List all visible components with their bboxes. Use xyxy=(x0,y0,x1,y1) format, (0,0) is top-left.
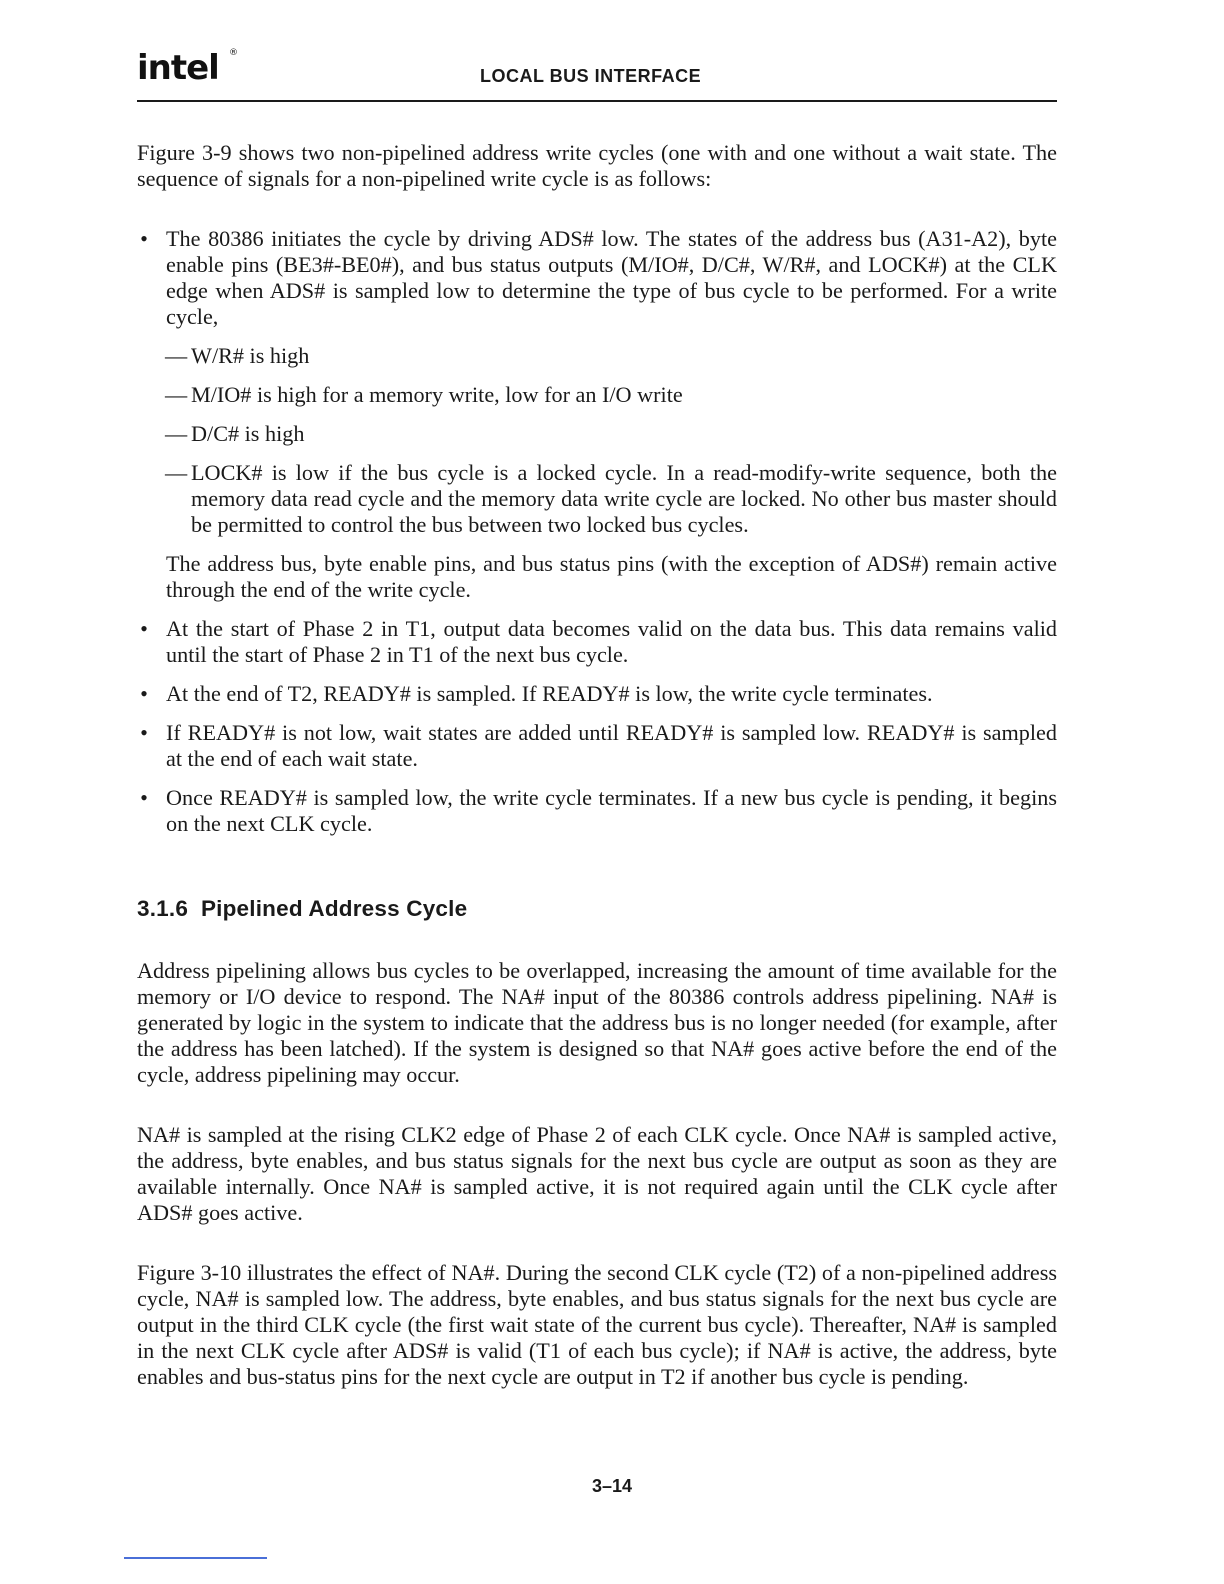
dash-icon: — xyxy=(165,460,188,485)
dash-item-4 xyxy=(137,460,1057,538)
dash-text-2: M/IO# is high for a memory write, low for an I/O write xyxy=(191,382,683,407)
bullet-text-2: At the start of Phase 2 in T1, output data becomes valid on the data bus. This data remains valid until the start of Phase 2 in T1 of the next bus cycle. xyxy=(166,616,1057,667)
intel-logo: intel xyxy=(137,48,219,88)
dash-icon: — xyxy=(165,421,188,446)
bullet-icon: • xyxy=(140,226,148,251)
bullet-icon: • xyxy=(140,720,148,745)
bullet-item-3 xyxy=(137,681,1057,707)
bullet-item-1 xyxy=(137,226,1057,330)
paragraph-2: NA# is sampled at the rising CLK2 edge of Phase 2 of each CLK cycle. Once NA# is sampled active, the address, byte enables, and bus status signals for the next bus cycle are output as soon as they are available internally. Once NA# is sampled active, it is not required again until the CLK cycle after ADS# goes active. xyxy=(137,1122,1057,1225)
dash-text-4: LOCK# is low if the bus cycle is a locked cycle. In a read-modify-write sequence, both the memory data read cycle and the memory data write cycle are locked. No other bus master should be permitted to control the bus between two locked bus cycles. xyxy=(191,460,1057,537)
bullet-text-3: At the end of T2, READY# is sampled. If READY# is low, the write cycle terminates. xyxy=(166,681,933,706)
section-heading xyxy=(137,895,1057,923)
dash-text-3: D/C# is high xyxy=(191,421,305,446)
paragraph-3: Figure 3-10 illustrates the effect of NA#. During the second CLK cycle (T2) of a non-pipelined address cycle, NA# is sampled low. The address, byte enables, and bus status signals for the next bus cycle are output in the third CLK cycle (the first wait state of the current bus cycle). Thereafter, NA# is sampled in the next CLK cycle after ADS# is valid (T1 of each bus cycle); if NA# is active, the address, byte enables and bus-status pins for the next cycle are output in T2 if another bus cycle is pending. xyxy=(137,1260,1057,1389)
bullet-icon: • xyxy=(140,785,148,810)
body-text xyxy=(137,140,1057,1390)
registered-mark: ® xyxy=(229,48,238,58)
dash-item-3 xyxy=(137,421,1057,447)
dash-icon: — xyxy=(165,343,188,368)
dash-text-1: W/R# is high xyxy=(191,343,310,368)
intro-paragraph: Figure 3-9 shows two non-pipelined address write cycles (one with and one without a wait state. The sequence of signals for a non-pipelined write cycle is as follows: xyxy=(137,140,1057,191)
bullet-text-4: If READY# is not low, wait states are added until READY# is sampled low. READY# is sampled at the end of each wait state. xyxy=(166,720,1057,771)
running-head: LOCAL BUS INTERFACE xyxy=(480,66,702,86)
bullet-item-4 xyxy=(137,720,1057,772)
dash-icon: — xyxy=(165,382,188,407)
section-number: 3.1.6 xyxy=(137,896,189,921)
corner-rule xyxy=(124,1557,267,1559)
page-header xyxy=(137,44,1057,102)
dash-item-1 xyxy=(137,343,1057,369)
section-title: Pipelined Address Cycle xyxy=(200,896,468,921)
paragraph-1: Address pipelining allows bus cycles to be overlapped, increasing the amount of time available for the memory or I/O device to respond. The NA# input of the 80386 controls address pipelining. NA# is generated by logic in the system to indicate that the address bus is no longer needed (for example, after the address has been latched). If the system is designed so that NA# goes active before the end of the cycle, address pipelining may occur. xyxy=(137,958,1057,1087)
bullet-icon: • xyxy=(140,616,148,641)
bullet-text-1: The 80386 initiates the cycle by driving ADS# low. The states of the address bus (A31-A2), byte enable pins (BE3#-BE0#), and bus status outputs (M/IO#, D/C#, W/R#, and LOCK#) at the CLK edge when ADS# is sampled low to determine the type of bus cycle to be performed. For a write cycle, xyxy=(166,226,1057,329)
bullet-item-5 xyxy=(137,785,1057,837)
page-number: 3–14 xyxy=(591,1476,633,1496)
bullet-text-5: Once READY# is sampled low, the write cycle terminates. If a new bus cycle is pending, it begins on the next CLK cycle. xyxy=(166,785,1057,836)
bullet-icon: • xyxy=(140,681,148,706)
bullet-item-2 xyxy=(137,616,1057,668)
dash-item-2 xyxy=(137,382,1057,408)
bullet-continuation: The address bus, byte enable pins, and bus status pins (with the exception of ADS#) remain active through the end of the write cycle. xyxy=(166,551,1057,602)
